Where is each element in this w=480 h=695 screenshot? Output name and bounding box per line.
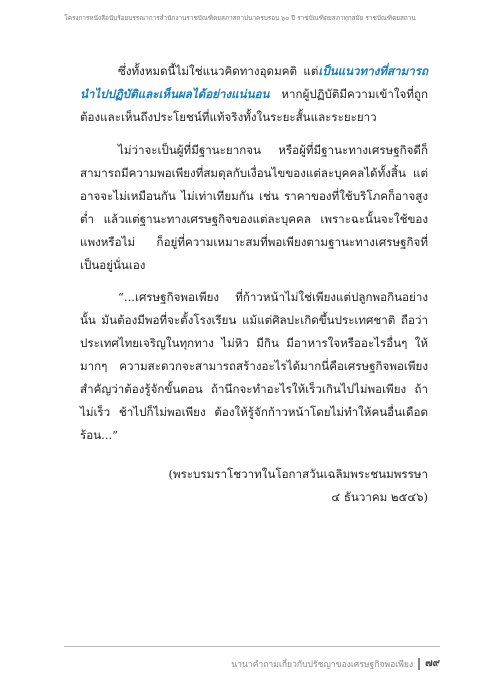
footer-separator — [418, 658, 420, 670]
royal-quote-text: “...เศรษฐกิจพอเพียง ที่ก้าวหน้าไม่ใช่เพียงแต่ปลูกพอกินอย่างนั้น มันต้องมีพอที่จะตั้งโรงเรียน แม้แต่ศิลปะเกิดขึ้นประเทศชาติ ถือว่าประเทศไทยเจริญในทุกทาง ไม่หิว มีกิน มีอาหารใจหรืออะไรอื่นๆ ให้มากๆ ความสะดวกจะสามารถสร้างอะไรได้มากนี่คือเศรษฐกิจพอเพียง สำคัญว่าต้องรู้จักขั้นตอน ถ้านึกจะทำอะไรให้เร็วเกินไปไม่พอเพียง ถ้าไม่เร็ว ช้าไปก็ไม่พอเพียง ต้องให้รู้จักก้าวหน้าโดยไม่ทำให้คนอื่นเดือดร้อน...” — [80, 290, 428, 442]
paragraph-1-tail: หากผู้ปฏิบัติมีความเข้าใจที่ถูกต้องและเห็นถึงประโยชน์ที่แท้จริงทั้งในระยะสั้นและระยะยาว — [80, 87, 428, 124]
quote-source-line-1: (พระบรมราโชวาทในโอกาสวันเฉลิมพระชนมพรรษา — [168, 467, 428, 481]
royal-quote — [80, 286, 428, 447]
paragraph-1-lead: ซึ่งทั้งหมดนี้ไม่ใช่แนวคิดทางอุดมคติ แต่ — [118, 64, 319, 78]
paragraph-2 — [80, 139, 428, 277]
paragraph-2-text: ไม่ว่าจะเป็นผู้ที่มีฐานะยากจน หรือผู้ที่มีฐานะทางเศรษฐกิจดีก็สามารถมีความพอเพียงที่สมดุลกับเงื่อนไขของแต่ละบุคคลได้ทั้งสิ้น แต่อาจจะไม่เหมือนกัน ไม่เท่าเทียมกัน เช่น ราคาของที่ใช้บริโภคก็อาจสูงต่ำ แล้วแต่ฐานะทางเศรษฐกิจของแต่ละบุคคล เพราะฉะนั้นจะใช้ของแพงหรือไม่ ก็อยู่ที่ความเหมาะสมที่พอเพียงตามฐานะทางเศรษฐกิจที่เป็นอยู่นั่นเอง — [80, 143, 428, 272]
page-body — [80, 60, 428, 509]
paragraph-1-emphasis: เป็นแนวทางที่สามารถนำไปปฏิบัติและเห็นผลได้อย่างแน่นอน — [80, 64, 428, 101]
footer-divider — [64, 646, 440, 647]
paragraph-1 — [80, 60, 428, 129]
running-header: โครงการหนังสือนับร้อยบรรณาการสำนักงานราชบัณฑิตยสภาสถาปนาครบรอบ ๖๐ ปี ราชบัณฑิตยสภาทุกสมัย ราชบัณฑิตยสถาน — [64, 14, 416, 22]
quote-source-line-2: ๔ ธันวาคม ๒๕๔๖) — [331, 490, 428, 504]
footer-title: นานาคำถามเกี่ยวกับปรัชญาของเศรษฐกิจพอเพียง — [231, 659, 414, 670]
page-footer — [231, 656, 440, 671]
page-number: ๗๙ — [425, 658, 440, 669]
